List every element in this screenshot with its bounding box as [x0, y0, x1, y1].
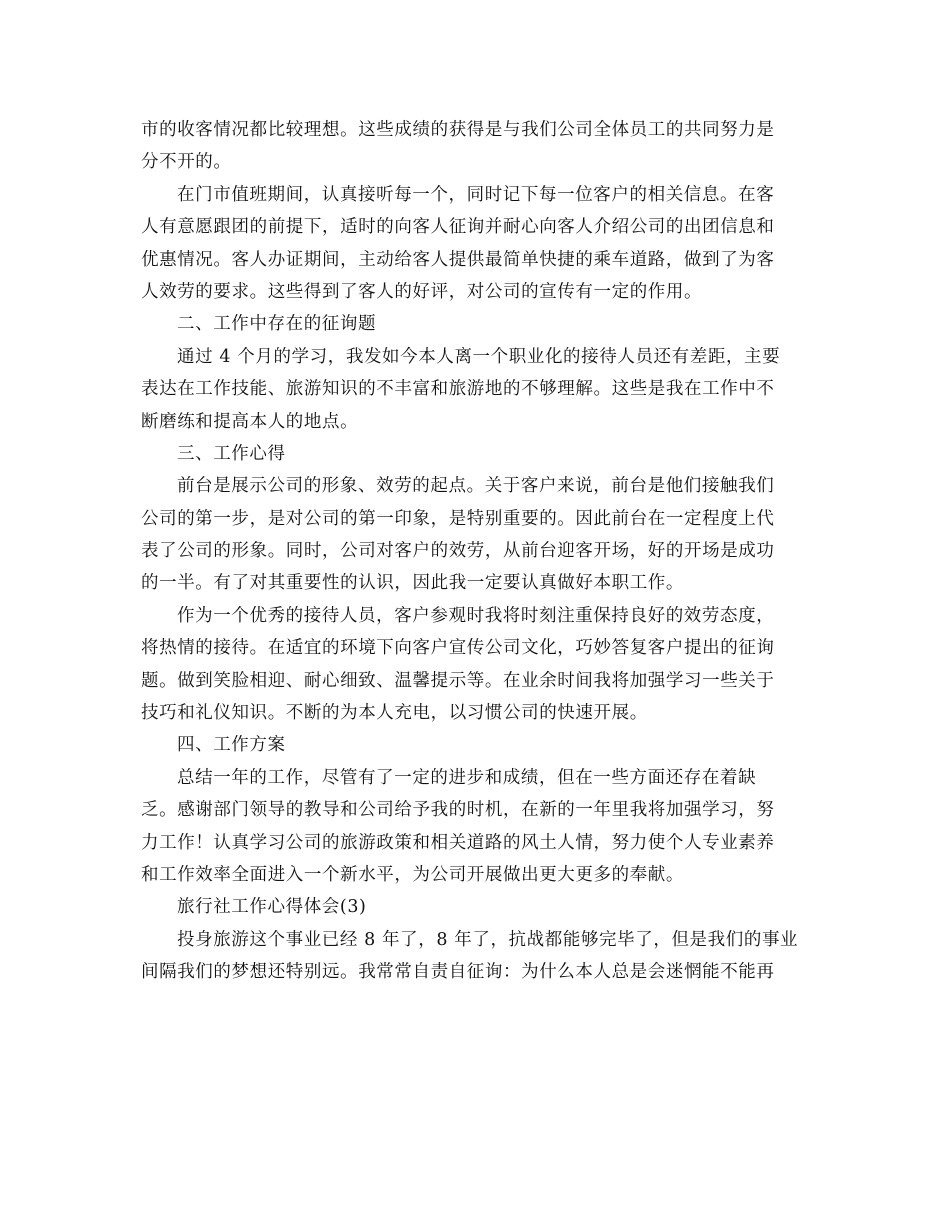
text-line: 旅行社工作心得体会(3)	[177, 897, 367, 918]
text-line: 优惠情况。客人办证期间，主动给客人提供最简单快捷的乘车道路，做到了为客	[141, 249, 775, 270]
text-line: 人有意愿跟团的前提下，适时的向客人征询并耐心向客人介绍公司的出团信息和	[141, 217, 775, 238]
text-line: 三、工作心得	[177, 443, 286, 464]
text-line: 将热情的接待。在适宜的环境下向客户宣传公司文化，巧妙答复客户提出的征询	[141, 638, 775, 659]
text-line: 通过 4 个月的学习，我发如今本人离一个职业化的接待人员还有差距，主要	[177, 346, 781, 367]
text-line: 表了公司的形象。同时，公司对客户的效劳，从前台迎客开场，好的开场是成功	[141, 541, 775, 562]
text-line: 在门市值班期间，认真接听每一个，同时记下每一位客户的相关信息。在客	[177, 184, 775, 205]
text-line: 断磨练和提高本人的地点。	[141, 411, 359, 432]
text-line: 表达在工作技能、旅游知识的不丰富和旅游地的不够理解。这些是我在工作中不	[141, 379, 775, 400]
text-line: 力工作！认真学习公司的旅游政策和相关道路的风土人情，努力使个人专业素养	[141, 832, 775, 853]
text-line: 投身旅游这个事业已经 8 年了，8 年了，抗战都能够完毕了，但是我们的事业	[177, 929, 799, 950]
text-line: 人效劳的要求。这些得到了客人的好评，对公司的宣传有一定的作用。	[141, 281, 703, 302]
text-line: 总结一年的工作，尽管有了一定的进步和成绩，但在一些方面还存在着缺	[177, 767, 757, 788]
text-line: 和工作效率全面进入一个新水平，为公司开展做出更大更多的奉献。	[141, 864, 684, 885]
body-text	[141, 114, 801, 989]
text-line: 间隔我们的梦想还特别远。我常常自责自征询：为什么本人总是会迷惘能不能再	[141, 962, 775, 983]
text-line: 前台是展示公司的形象、效劳的起点。关于客户来说，前台是他们接触我们	[177, 476, 775, 497]
text-line: 题。做到笑脸相迎、耐心细致、温馨提示等。在业余时间我将加强学习一些关于	[141, 670, 775, 691]
text-line: 作为一个优秀的接待人员，客户参观时我将时刻注重保持良好的效劳态度，	[177, 605, 775, 626]
text-line: 分不开的。	[141, 152, 232, 173]
text-line: 乏。感谢部门领导的教导和公司给予我的时机，在新的一年里我将加强学习，努	[141, 800, 775, 821]
text-line: 的一半。有了对其重要性的认识，因此我一定要认真做好本职工作。	[141, 573, 684, 594]
text-line: 二、工作中存在的征询题	[177, 314, 377, 335]
text-line: 四、工作方案	[177, 735, 286, 756]
text-line: 公司的第一步，是对公司的第一印象，是特别重要的。因此前台在一定程度上代	[141, 508, 775, 529]
text-line: 技巧和礼仪知识。不断的为本人充电，以习惯公司的快速开展。	[141, 703, 648, 724]
text-line: 市的收客情况都比较理想。这些成绩的获得是与我们公司全体员工的共同努力是	[141, 120, 775, 140]
